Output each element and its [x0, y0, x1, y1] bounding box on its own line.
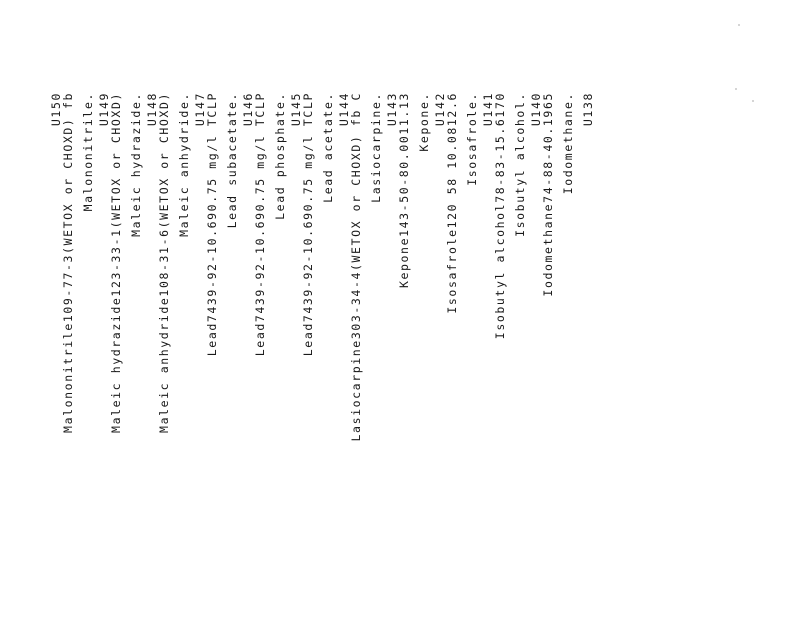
line-26: Maleic anhydride.	[177, 92, 191, 237]
line-29: Maleic hydrazide.	[129, 92, 143, 237]
line-8: Isosafrole.	[465, 92, 479, 186]
line-4: U140	[529, 92, 543, 127]
line-20: Lead phosphate.	[273, 92, 287, 220]
line-32: Malononitrile.	[81, 92, 95, 212]
line-5: Isobutyl alcohol.	[513, 92, 527, 237]
line-22: U146	[241, 92, 255, 127]
scan-speck	[738, 24, 740, 26]
line-15: Lasiocarpine303-34-4(WETOX or CHOXD) fb C	[349, 92, 363, 442]
line-12: Kepone143-50-80.0011.13	[397, 92, 411, 289]
line-3: Iodomethane74-88-40.1965	[541, 92, 555, 297]
line-6: Isobutyl alcohol78-83-15.6170	[493, 92, 507, 340]
line-27: Maleic anhydride108-31-6(WETOX or CHOXD)	[157, 92, 171, 433]
line-2: Iodomethane.	[561, 92, 575, 195]
line-24: Lead7439-92-10.690.75 mg/l TCLP	[205, 92, 219, 357]
line-1: U138	[581, 92, 595, 127]
line-19: U145	[289, 92, 303, 127]
line-23: Lead subacetate.	[225, 92, 239, 229]
line-7: U141	[481, 92, 495, 127]
line-28: U148	[145, 92, 159, 127]
line-17: Lead acetate.	[321, 92, 335, 203]
line-18: Lead7439-92-10.690.75 mg/l TCLP	[301, 92, 315, 357]
line-31: U149	[97, 92, 111, 127]
line-33: Malononitrile109-77-3(WETOX or CHOXD) fb	[61, 92, 75, 433]
line-25: U147	[193, 92, 207, 127]
line-9: Isosafrole120 58 10.0812.6	[445, 92, 459, 314]
line-30: Maleic hydrazide123-33-1(WETOX or CHOXD)	[109, 92, 123, 433]
line-16: U144	[337, 92, 351, 127]
line-14: Lasiocarpine.	[369, 92, 383, 203]
line-10: U142	[433, 92, 447, 127]
line-34: U150	[49, 92, 63, 127]
scan-speck	[735, 88, 737, 90]
line-11: Kepone.	[417, 92, 431, 152]
scan-speck	[752, 100, 754, 102]
line-21: Lead7439-92-10.690.75 mg/l TCLP	[253, 92, 267, 357]
line-13: U143	[385, 92, 399, 127]
